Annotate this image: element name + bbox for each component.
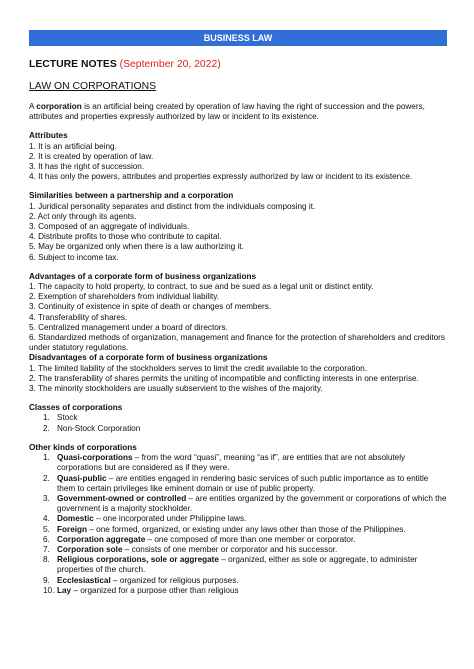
item-desc: – one composed of more than one member or corporator. (145, 534, 356, 544)
item-number: 10. (43, 585, 55, 595)
list-item (43, 494, 447, 514)
list-item (43, 545, 447, 555)
item-desc: – organized for a purpose other than religious (71, 585, 239, 595)
list-item (43, 586, 447, 596)
list-item (43, 514, 447, 524)
item-term: Corporation sole (57, 544, 123, 554)
intro-rest: is an artificial being created by operation of law having the right of succession and the powers, attributes and properties expressly authorized by law or incident to its existence. (29, 102, 425, 122)
lecture-heading (29, 58, 447, 71)
list-item: 5. Centralized management under a board of directors. (29, 322, 228, 332)
intro-paragraph (29, 102, 447, 122)
list-item: 6. Subject to income tax. (29, 252, 119, 262)
item-desc: – from the word “quasi”, meaning “as if”, are entities that are not absolutely corporations but are considered as if they were. (57, 453, 406, 473)
list-item: 4. It has only the powers, attributes and properties expressly authorized by law or incident to its existence. (29, 172, 413, 182)
item-term: Lay (57, 585, 72, 595)
list-item (43, 525, 447, 535)
item-number: 5. (43, 524, 50, 534)
item-text: Stock (57, 413, 78, 423)
other-kinds-heading: Other kinds of corporations (29, 442, 137, 452)
item-term: Quasi-corporations (57, 453, 133, 463)
advantages-list (29, 282, 447, 353)
item-number: 8. (43, 555, 50, 565)
list-item (43, 535, 447, 545)
list-item (43, 555, 447, 575)
item-number: 2. (43, 423, 50, 433)
other-kinds-list (29, 453, 447, 596)
item-term: Corporation aggregate (57, 534, 146, 544)
item-number: 6. (43, 534, 50, 544)
intro-term: corporation (36, 102, 82, 111)
item-term: Religious corporations, sole or aggregate (57, 555, 219, 565)
law-title: LAW ON CORPORATIONS (29, 81, 157, 92)
list-item: 1. The limited liability of the stockholders serves to limit the credit available to the corporation. (29, 363, 367, 373)
disadvantages-heading: Disadvantages of a corporate form of business organizations (29, 353, 268, 363)
item-number: 4. (43, 514, 50, 524)
disadvantages-list (29, 364, 447, 395)
item-term: Domestic (57, 514, 94, 524)
item-term: Ecclesiastical (57, 575, 111, 585)
item-number: 7. (43, 544, 50, 554)
item-term: Quasi-public (57, 473, 107, 483)
list-item (43, 424, 447, 434)
similarities-list (29, 202, 447, 263)
item-term: Government-owned or controlled (57, 493, 187, 503)
list-item: 1. The capacity to hold property, to contract, to sue and be sued as a legal unit or distinct entity. (29, 282, 374, 292)
list-item: 1. It is an artificial being. (29, 141, 117, 151)
classes-heading: Classes of corporations (29, 403, 123, 413)
course-banner: BUSINESS LAW (29, 30, 447, 46)
list-item: 3. The minority stockholders are usually subservient to the wishes of the majority. (29, 384, 323, 394)
item-term: Foreign (57, 524, 88, 534)
advantages-heading: Advantages of a corporate form of business organizations (29, 271, 257, 281)
item-desc: – one incorporated under Philippine laws. (93, 514, 247, 524)
item-desc: – organized, either as sole or aggregate, to administer properties of the church. (57, 555, 418, 575)
item-desc: – one formed, organized, or existing under any laws other than those of the Philippines. (87, 524, 406, 534)
list-item: 3. It has the right of succession. (29, 162, 145, 172)
list-item: 2. It is created by operation of law. (29, 151, 154, 161)
document-page (29, 30, 447, 596)
list-item: 2. Exemption of shareholders from individual liability. (29, 292, 220, 302)
list-item (43, 453, 447, 473)
list-item: 2. Act only through its agents. (29, 211, 137, 221)
item-number: 1. (43, 413, 50, 423)
attributes-heading: Attributes (29, 131, 68, 141)
attributes-list (29, 142, 447, 183)
list-item: 6. Standardized methods of organization, management and finance for the protection of shareholders and creditors under statutory regulations. (29, 333, 445, 353)
item-text: Non-Stock Corporation (57, 423, 141, 433)
item-number: 3. (43, 493, 50, 503)
list-item: 4. Transferability of shares. (29, 312, 128, 322)
item-number: 9. (43, 575, 50, 585)
lecture-date: (September 20, 2022) (119, 59, 221, 70)
lecture-label: LECTURE NOTES (29, 59, 117, 70)
item-desc: – are entities engaged in rendering basic services of such public importance as to entitle them to certain privileges like eminent domain or use of public property. (57, 473, 429, 493)
item-desc: – organized for religious purposes. (110, 575, 239, 585)
list-item (43, 474, 447, 494)
list-item: 3. Continuity of existence in spite of death or changes of members. (29, 302, 272, 312)
list-item: 5. May be organized only when there is a law authorizing it. (29, 242, 244, 252)
item-number: 2. (43, 473, 50, 483)
item-desc: – are entities organized by the government or corporations of which the government is a majority stockholder. (57, 493, 447, 514)
item-desc: – consists of one member or corporator and his successor. (122, 544, 338, 554)
list-item: 4. Distribute profits to those who contribute to capital. (29, 232, 222, 242)
similarities-heading: Similarities between a partnership and a corporation (29, 191, 234, 201)
intro-prefix: A (29, 102, 37, 111)
list-item (43, 413, 447, 423)
item-number: 1. (43, 453, 50, 463)
list-item: 2. The transferability of shares permits the uniting of incompatible and conflicting interests in one enterprise. (29, 373, 419, 383)
list-item (43, 576, 447, 586)
list-item: 1. Juridical personality separates and distinct from the individuals composing it. (29, 201, 316, 211)
classes-list (29, 413, 447, 433)
list-item: 3. Composed of an aggregate of individuals. (29, 222, 190, 232)
